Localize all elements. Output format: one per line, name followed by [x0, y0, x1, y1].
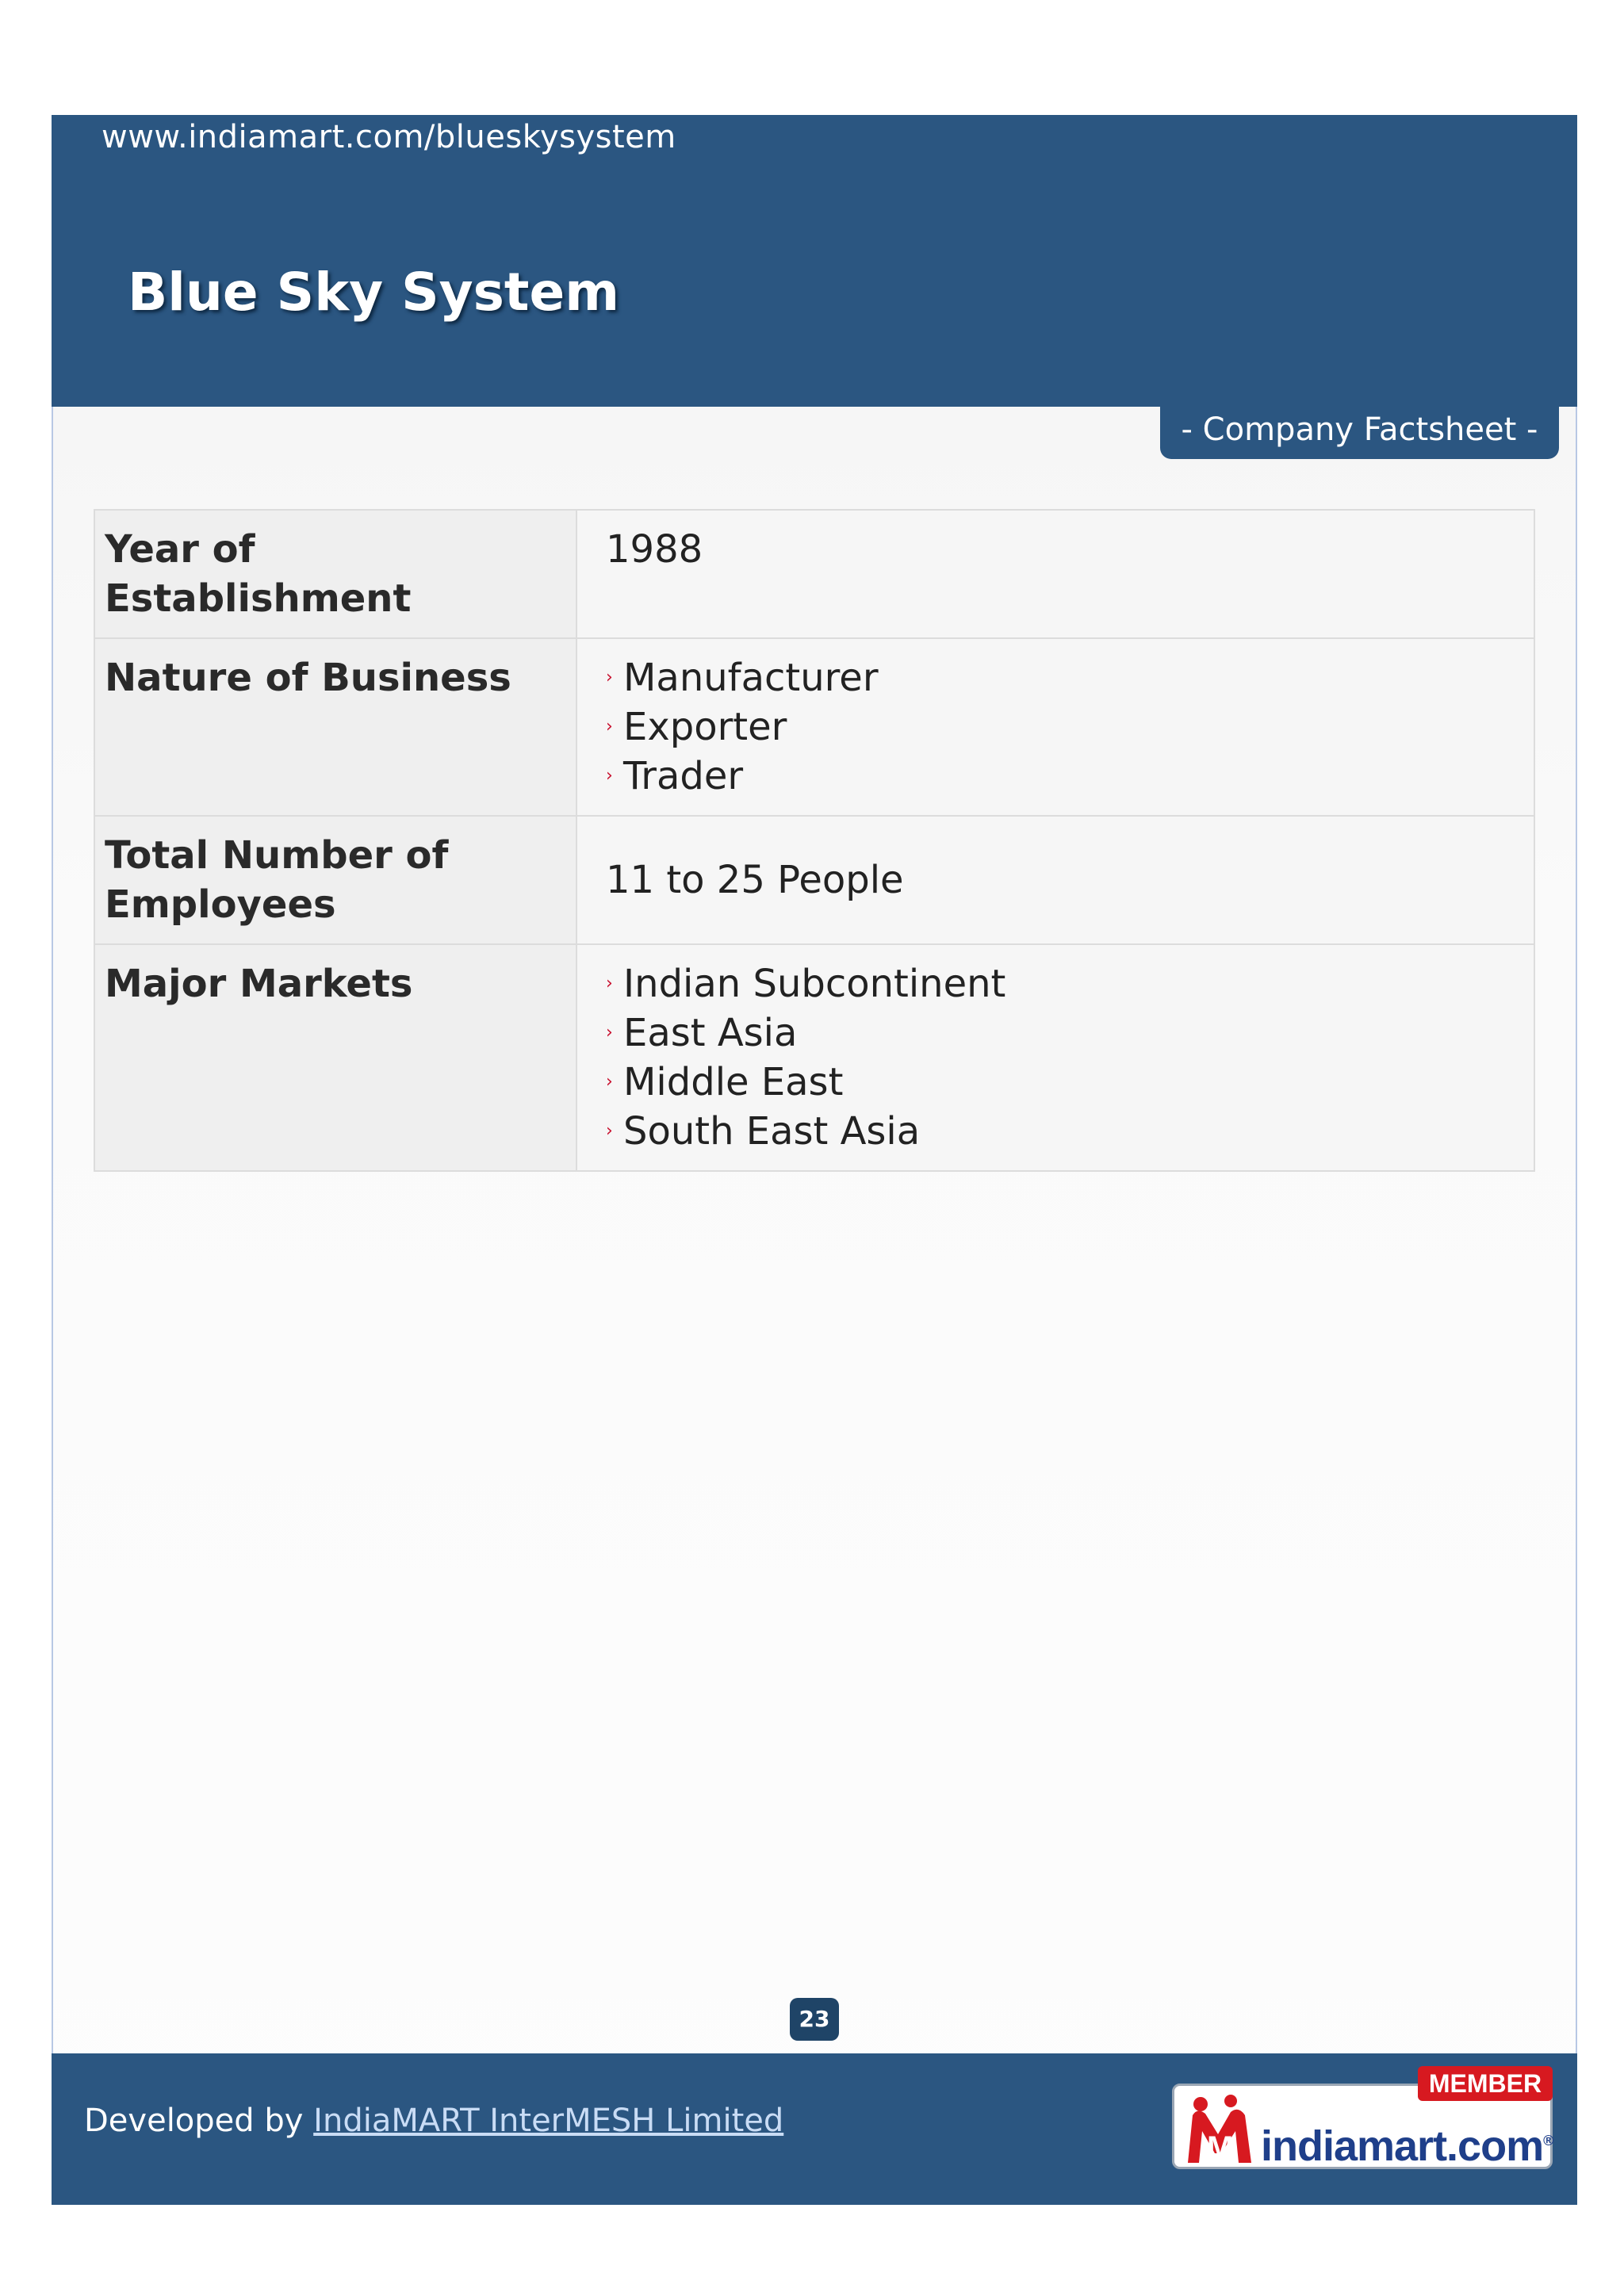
table-row: [94, 944, 1534, 1171]
indiamart-wordmark: indiamart.com®: [1261, 2122, 1553, 2170]
employees-value: 11 to 25 People: [576, 816, 1534, 944]
header-banner: [52, 115, 1577, 407]
year-value: 1988: [576, 510, 1534, 638]
employees-label: Total Number of Employees: [94, 816, 576, 944]
bullet-icon: ›: [606, 1072, 613, 1092]
bullet-icon: ›: [606, 974, 613, 993]
footer-prefix: Developed by: [84, 2103, 314, 2139]
bullet-icon: ›: [606, 1023, 613, 1043]
nature-value: [576, 638, 1534, 816]
list-item: › Exporter: [606, 702, 1518, 752]
markets-value: [576, 944, 1534, 1171]
company-title: Blue Sky System: [128, 262, 620, 323]
bullet-icon: ›: [606, 717, 613, 737]
site-url[interactable]: www.indiamart.com/blueskysystem: [102, 119, 676, 155]
nature-label: Nature of Business: [94, 638, 576, 816]
list-item: › Trader: [606, 752, 1518, 801]
footer-credit: [84, 2103, 783, 2139]
table-row: [94, 510, 1534, 638]
markets-list: [606, 959, 1518, 1156]
page-number: 23: [790, 1998, 839, 2041]
year-label: Year of Establishment: [94, 510, 576, 638]
list-item: › Indian Subcontinent: [606, 959, 1518, 1008]
svg-text:M: M: [1207, 2130, 1234, 2165]
bullet-icon: ›: [606, 766, 613, 786]
table-row: [94, 816, 1534, 944]
list-item: › South East Asia: [606, 1107, 1518, 1156]
nature-list: [606, 653, 1518, 801]
indiamart-member-badge[interactable]: [1172, 2066, 1554, 2171]
factsheet-table: [94, 509, 1535, 1172]
list-item: › East Asia: [606, 1008, 1518, 1058]
bullet-icon: ›: [606, 1121, 613, 1141]
markets-label: Major Markets: [94, 944, 576, 1171]
section-tab: - Company Factsheet -: [1160, 407, 1559, 459]
bullet-icon: ›: [606, 668, 613, 687]
table-row: [94, 638, 1534, 816]
list-item: › Manufacturer: [606, 653, 1518, 702]
member-tag: MEMBER: [1418, 2066, 1553, 2101]
developer-link[interactable]: IndiaMART InterMESH Limited: [313, 2103, 784, 2139]
indiamart-logo-icon: [1182, 2093, 1257, 2166]
list-item: › Middle East: [606, 1058, 1518, 1107]
